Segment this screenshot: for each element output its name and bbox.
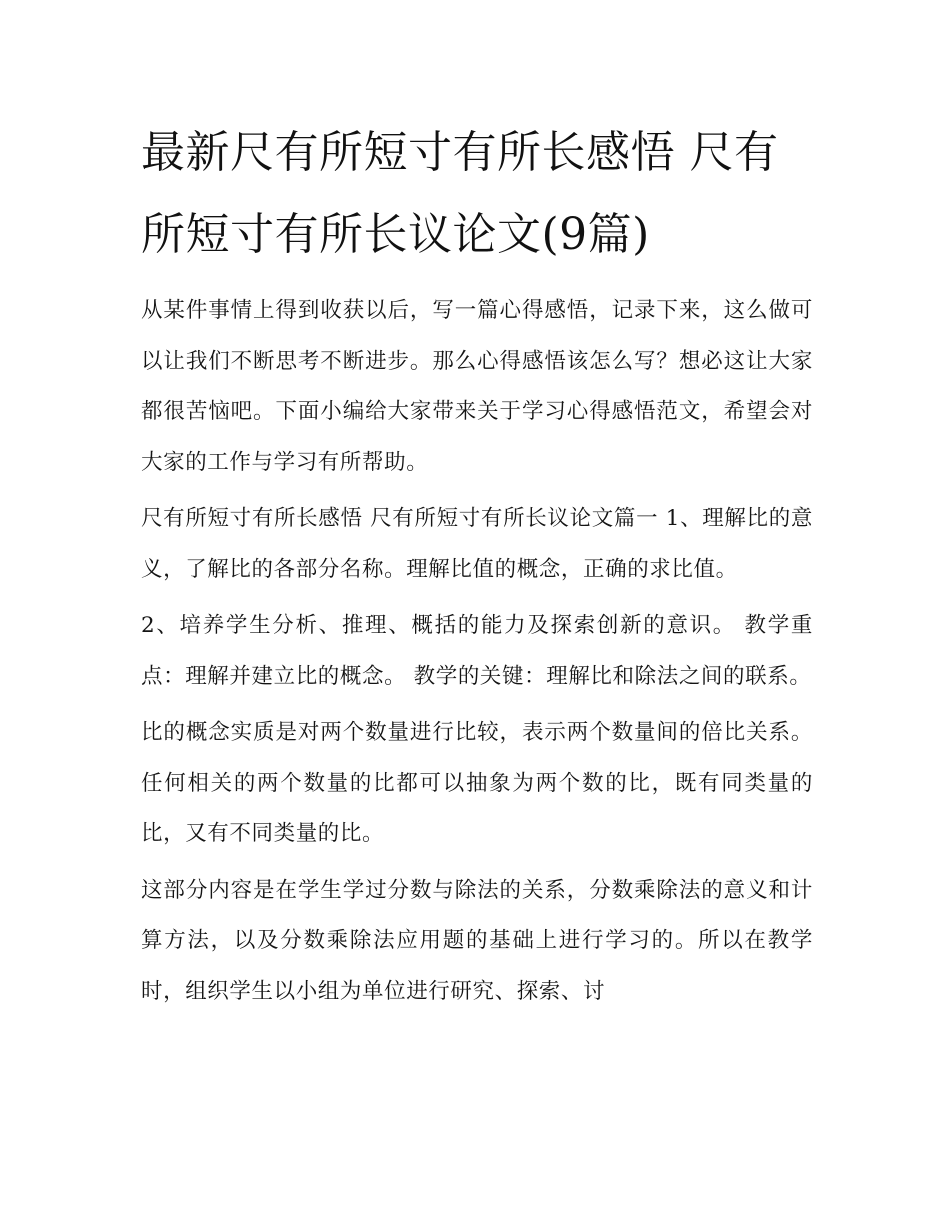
paragraph-goal-2: 2、培养学生分析、推理、概括的能力及探索创新的意识。 教学重点：理解并建立比的概念。 教学的关键：理解比和除法之间的联系。	[141, 613, 813, 689]
paragraph-essay-one-goal-1: 尺有所短寸有所长感悟 尺有所短寸有所长议论文篇一 1、理解比的意义，了解比的各部分名称。理解比值的概念，正确的求比值。	[141, 506, 813, 582]
paragraph-teaching-context: 这部分内容是在学生学过分数与除法的关系，分数乘除法的意义和计算方法，以及分数乘除法应用题的基础上进行学习的。所以在教学时，组织学生以小组为单位进行研究、探索、讨	[141, 877, 813, 1004]
paragraph-intro: 从某件事情上得到收获以后，写一篇心得感悟，记录下来，这么做可以让我们不断思考不断进步。那么心得感悟该怎么写？想必这让大家都很苦恼吧。下面小编给大家带来关于学习心得感悟范文，希望会对大家的工作与学习有所帮助。	[141, 298, 813, 475]
document-body	[141, 112, 813, 1017]
document-title: 最新尺有所短寸有所长感悟 尺有所短寸有所长议论文(9篇)	[141, 127, 779, 260]
paragraph-ratio-concept: 比的概念实质是对两个数量进行比较，表示两个数量间的倍比关系。任何相关的两个数量的比都可以抽象为两个数的比，既有同类量的比，又有不同类量的比。	[141, 720, 813, 846]
